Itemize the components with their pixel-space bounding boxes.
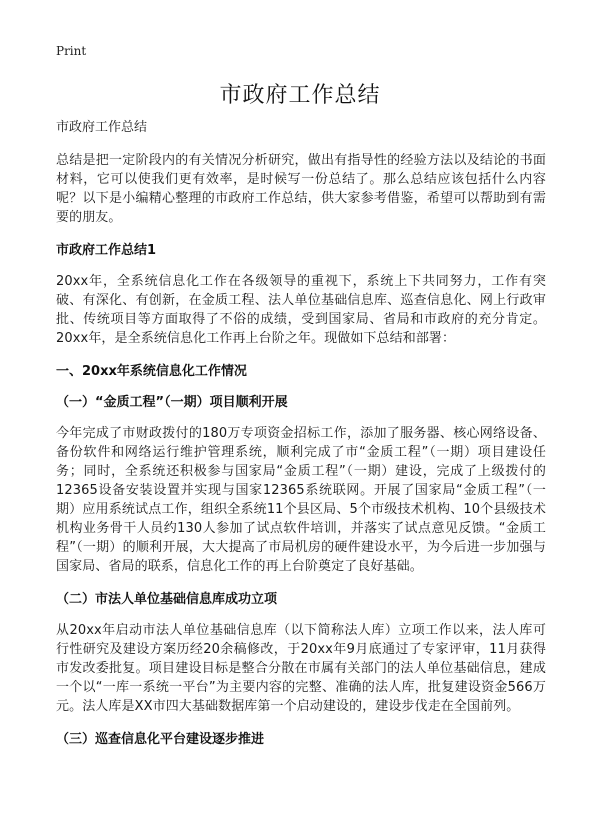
sub2-paragraph: 从20xx年启动市法人单位基础信息库（以下简称法人库）立项工作以来，法人库可行性研究及建设方案历经20余稿修改，于20xx年9月底通过了专家评审，11月获得市发改委批复。项目建设目标是整合分散在市属有关部门的法人单位基础信息，建成一个以“一库一系统一平台”为主要内容的完整、准确的法人库，批复建设资金566万元。法人库是XX市四大基础数据库第一个启动建设的，建设步伐走在全国前列。 <box>56 623 546 714</box>
sub3-heading: （三）巡查信息化平台建设逐步推进 <box>56 732 265 747</box>
document-title: 市政府工作总结 <box>219 83 381 108</box>
section1-paragraph: 20xx年，全系统信息化工作在各级领导的重视下，系统上下共同努力，工作有突破、有深化、有创新，在金质工程、法人单位基础信息库、巡查信息化、网上行政审批、传统项目等方面取得了不俗的成绩，受到国家局、省局和市政府的充分肯定。20xx年，是全系统信息化工作再上台阶之年。现做如下总结和部署： <box>56 274 546 346</box>
intro-paragraph: 总结是把一定阶段内的有关情况分析研究，做出有指导性的经验方法以及结论的书面材料，它可以使我们更有效率，是时候写一份总结了。那么总结应该包括什么内容呢？以下是小编精心整理的市政府工作总结，供大家参考借鉴，希望可以帮助到有需要的朋友。 <box>56 153 546 225</box>
section1-heading: 市政府工作总结1 <box>56 243 157 258</box>
document-body <box>56 118 546 761</box>
part1-heading: 一、20xx年系统信息化工作情况 <box>56 364 247 379</box>
sub1-paragraph: 今年完成了市财政拨付的180万专项资金招标工作，添加了服务器、核心网络设备、备份软件和网络运行维护管理系统，顺利完成了市“金质工程”（一期）项目建设任务；同时，全系统还积极参与国家局“金质工程”（一期）建设，完成了上级拨付的12365设备安装设置并实现与国家12365系统联网。开展了国家局“金质工程”（一期）应用系统试点工作，组织全系统11个县区局、5个市级技术机构、10个县级技术机构业务骨干人员约130人参加了试点软件培训，并落实了试点意见反馈。“金质工程”（一期）的顺利开展，大大提高了市局机房的硬件建设水平，为今后进一步加强与国家局、省局的联系，信息化工作的再上台阶奠定了良好基础。 <box>56 426 546 574</box>
sub2-heading: （二）市法人单位基础信息库成功立项 <box>56 592 278 607</box>
document-subtitle: 市政府工作总结 <box>56 120 148 135</box>
sub1-heading: （一）“金质工程”（一期）项目顺利开展 <box>56 395 288 410</box>
print-link[interactable]: Print <box>56 44 87 58</box>
